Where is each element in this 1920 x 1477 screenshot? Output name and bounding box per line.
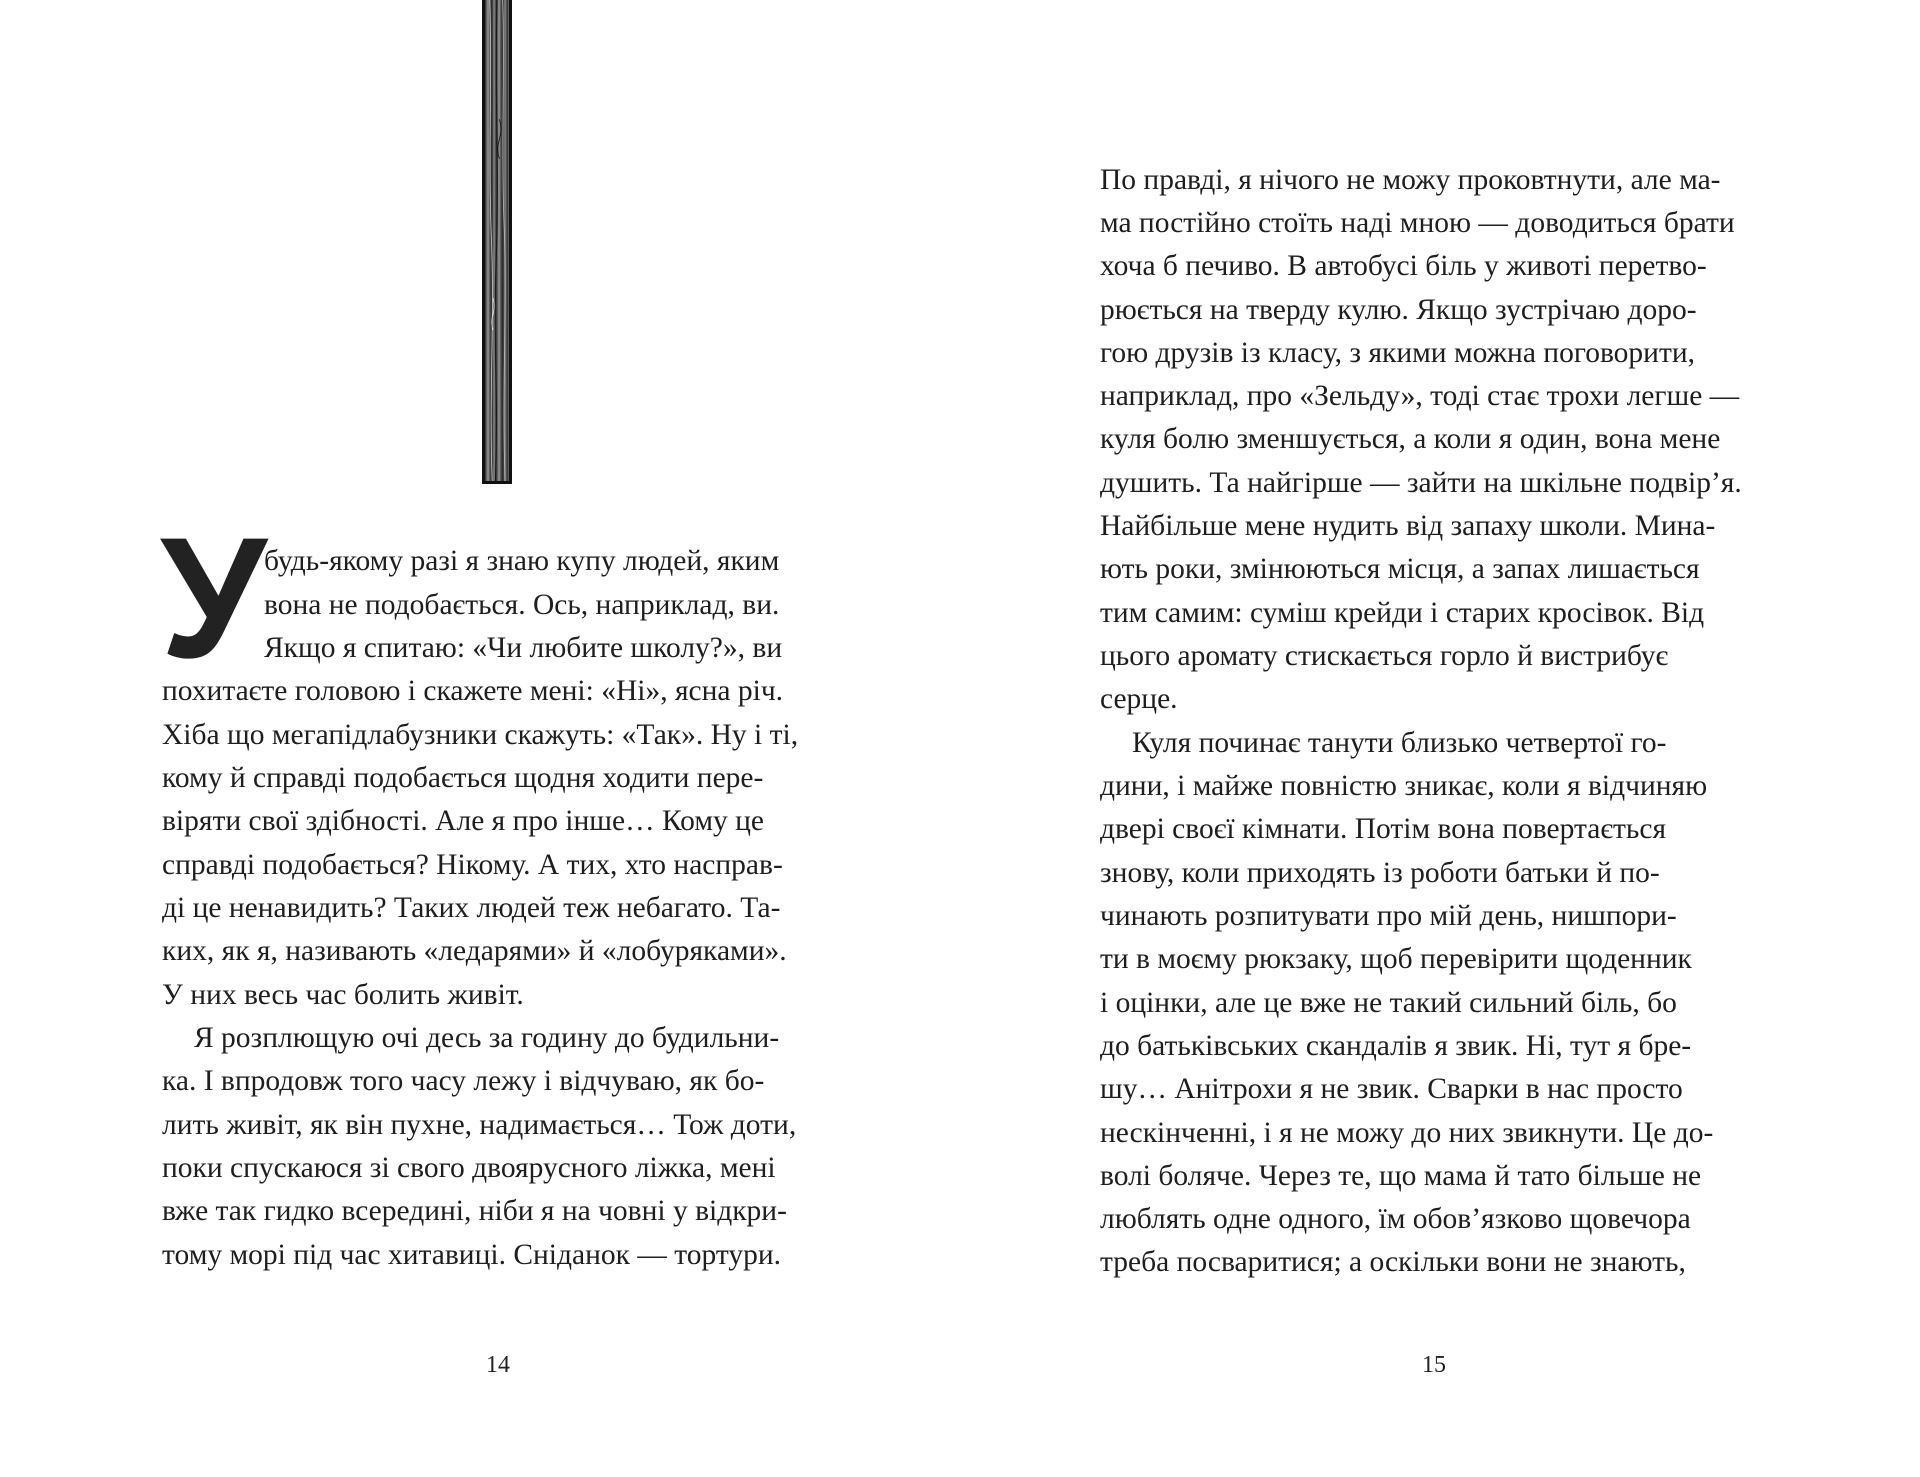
text-line: ка. І впродовж того часу лежу і відчуваю, як бо-: [162, 1065, 765, 1097]
text-line: кому й справді подобається щодня ходити пере-: [162, 762, 764, 794]
text-line: будь-якому разі я знаю купу людей, яким: [264, 545, 780, 577]
text-line: Найбільше мене нудить від запаху школи. Мина-: [1100, 510, 1716, 542]
wood-grain-illustration: [485, 0, 509, 481]
text-line: ді це ненавидить? Таких людей теж небагато. Та-: [162, 892, 781, 924]
text-line: По правді, я нічого не можу проковтнути, але ма-: [1100, 164, 1721, 196]
text-line: куля болю зменшується, а коли я один, вона мене: [1100, 423, 1721, 455]
text-line: вона не подобається. Ось, наприклад, ви.: [264, 589, 780, 621]
text-line: ти в моєму рюкзаку, щоб перевірити щоденник: [1100, 943, 1692, 975]
text-line: віряти свої здібності. Але я про інше… Кому це: [162, 805, 765, 837]
text-line: треба посваритися; а оскільки вони не знають,: [1100, 1246, 1686, 1278]
text-line: поки спускаюся зі свого двоярусного ліжка, мені: [162, 1152, 776, 1184]
page-number: 15: [1422, 1352, 1446, 1378]
wood-texture-bar: [482, 0, 512, 484]
text-line: гою друзів із класу, з якими можна поговорити,: [1100, 337, 1696, 369]
text-line: двері своєї кімнати. Потім вона повертається: [1100, 813, 1667, 845]
text-line: чинають розпитувати про мій день, нишпори-: [1100, 900, 1677, 932]
text-line: шу… Анітрохи я не звик. Сварки в нас просто: [1100, 1073, 1683, 1105]
text-line: цього аромату стискається горло й вистрибує: [1100, 640, 1669, 672]
text-line: тим самим: суміш крейди і старих кросівок. Від: [1100, 597, 1705, 629]
text-line: наприклад, про «Зельду», тоді стає трохи легше —: [1100, 380, 1740, 412]
text-line: волі боляче. Через те, що мама й тато більше не: [1100, 1160, 1702, 1192]
text-line: нескінченні, і я не можу до них звикнути. Це до-: [1100, 1117, 1714, 1149]
text-line: ма постійно стоїть наді мною — доводиться брати: [1100, 207, 1735, 239]
text-line: Я розплющую очі десь за годину до будильни-: [194, 1022, 780, 1054]
right-page: [960, 0, 1920, 1477]
drop-cap: У: [160, 502, 267, 694]
text-line: хоча б печиво. В автобусі біль у животі перетво-: [1100, 250, 1707, 282]
text-line: Хіба що мегапідлабузники скажуть: «Так». Ну і ті,: [162, 719, 799, 751]
text-line: рюється на тверду кулю. Якщо зустрічаю доро-: [1100, 294, 1697, 326]
text-line: Куля починає танути близько четвертої го-: [1132, 727, 1667, 759]
text-line: лить живіт, як він пухне, надимається… Тож доти,: [162, 1109, 797, 1141]
text-line: до батьківських скандалів я звик. Ні, тут я бре-: [1100, 1030, 1692, 1062]
text-line: знову, коли приходять із роботи батьки й по-: [1100, 857, 1660, 889]
text-line: похитаєте головою і скажете мені: «Ні», ясна річ.: [162, 675, 784, 707]
text-line: душить. Та найгірше — зайти на шкільне подвір’я.: [1100, 467, 1742, 499]
text-line: ють роки, змінюються місця, а запах лишається: [1100, 553, 1700, 585]
text-line: вже так гидко всередині, ніби я на човні у відкри-: [162, 1195, 787, 1227]
text-line: справді подобається? Нікому. А тих, хто насправ-: [162, 849, 783, 881]
text-line: У них весь час болить живіт.: [162, 979, 524, 1011]
text-line: Якщо я спитаю: «Чи любите школу?», ви: [264, 632, 783, 664]
text-line: і оцінки, але це вже не такий сильний біль, бо: [1100, 987, 1677, 1019]
page-number: 14: [486, 1352, 510, 1378]
text-line: тому морі під час хитавиці. Сніданок — тортури.: [162, 1239, 781, 1271]
text-line: люблять одне одного, їм обов’язково щовечора: [1100, 1203, 1691, 1235]
text-line: серце.: [1100, 683, 1178, 715]
text-line: дини, і майже повністю зникає, коли я відчиняю: [1100, 770, 1708, 802]
text-line: ких, як я, називають «ледарями» й «лобуряками».: [162, 935, 787, 967]
